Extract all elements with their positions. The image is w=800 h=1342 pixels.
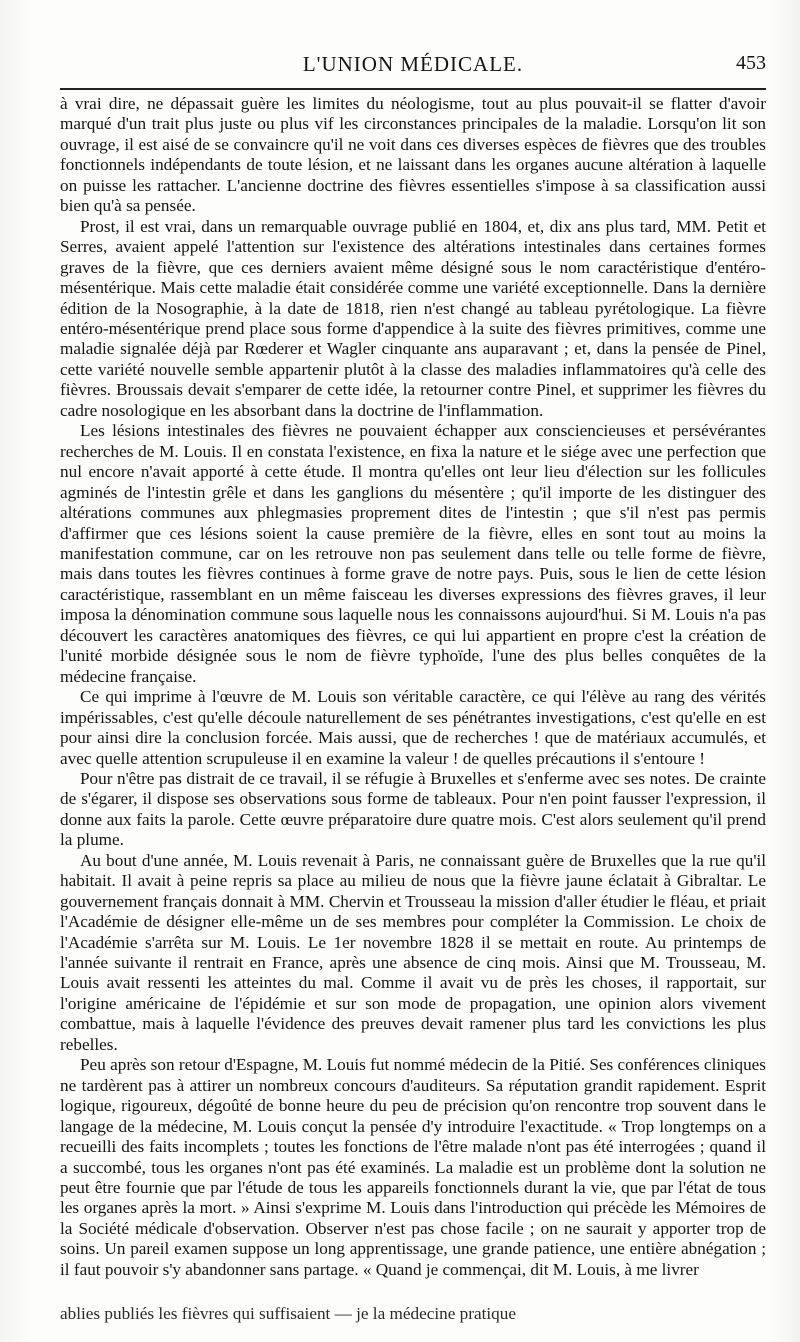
header-rule [60,88,766,90]
paragraph-4: Ce qui imprime à l'œuvre de M. Louis son véritable caractère, ce qui l'élève au rang des vérités impérissables, c'est qu'elle découle naturellement de ses pénétrantes investigations, c'est qu'elle en est pour ainsi dire la conclusion forcée. Mais aussi, que de recherches ! que de matériaux accumulés, et avec quelle attention scrupuleuse il en examine la valeur ! de quelles précautions il s'entoure ! [60,687,766,768]
paragraph-6: Au bout d'une année, M. Louis revenait à Paris, ne connaissant guère de Bruxelles que la rue qu'il habitait. Il avait à peine repris sa place au milieu de nous que la fièvre jaune éclatait à Gibraltar. Le gouvernement français donnait à MM. Chervin et Trousseau la mission d'aller étudier le fléau, et priait l'Académie de désigner elle-même un de ses membres pour compléter la Commission. Le choix de l'Académie s'arrêta sur M. Louis. Le 1er novembre 1828 il se mettait en route. Au printemps de l'année suivante il rentrait en France, après une absence de cinq mois. Ainsi que M. Trousseau, M. Louis avait ressenti les atteintes du mal. Comme il avait vu de près les choses, il rapportait, sur l'origine américaine de l'épidémie et sur son mode de propagation, une opinion alors vivement combattue, mais à laquelle l'évidence des preuves devait ramener plus tard les convictions les plus rebelles. [60,850,766,1054]
paragraph-1: à vrai dire, ne dépassait guère les limites du néologisme, tout au plus pouvait-il se flatter d'avoir marqué d'un trait plus juste ou plus vif les circonstances principales de la maladie. Lorsqu'on lit son ouvrage, il est aisé de se convaincre qu'il ne voit dans ces diverses espèces de fièvres que des troubles fonctionnels indépendants de toute lésion, et ne laissant dans les organes aucune altération à laquelle on puisse les rattacher. L'ancienne doctrine des fièvres essentielles s'impose à sa classification aussi bien qu'à sa pensée. [60,94,766,216]
body-text [60,94,766,1280]
cut-off-bottom-line: ablies publiés les fièvres qui suffisaient — je la médecine pratique [60,1304,516,1323]
running-title: L'UNION MÉDICALE. [302,52,524,76]
paragraph-3: Les lésions intestinales des fièvres ne pouvaient échapper aux consciencieuses et persévérantes recherches de M. Louis. Il en constata l'existence, en fixa la nature et le siége avec une perfection que nul encore n'avait apporté à cette étude. Il montra qu'elles ont leur lieu d'élection sur les follicules agminés de l'intestin grêle et dans les ganglions du mésentère ; qu'il importe de les distinguer des altérations communes aux phlegmasies proprement dites de l'intestin ; que s'il n'est pas permis d'affirmer que ces lésions soient la cause première de la fièvre, elles en sont tout au moins la manifestation commune, car on les retrouve non pas seulement dans telle ou telle forme de fièvre, mais dans toutes les fièvres continues à forme grave de notre pays. Puis, sous le lien de cette lésion caractéristique, rassemblant en un même faisceau les diverses expressions des fièvres graves, il leur imposa la dénomination commune sous laquelle nous les connaissons aujourd'hui. Si M. Louis n'a pas découvert les caractères anatomiques des fièvres, ce qui lui appartient en propre c'est la création de l'unité morbide désignée sous le nom de fièvre typhoïde, l'une des plus belles conquêtes de la médecine française. [60,421,766,686]
paragraph-7: Peu après son retour d'Espagne, M. Louis fut nommé médecin de la Pitié. Ses conférences cliniques ne tardèrent pas à attirer un nombreux concours d'auditeurs. Sa réputation grandit rapidement. Esprit logique, rigoureux, dégoûté de bonne heure du peu de précision qu'on rencontre trop souvent dans le langage de la médecine, M. Louis conçut la pensée d'y introduire l'exactitude. « Trop longtemps on a recueilli des faits incomplets ; toutes les fonctions de l'être malade n'ont pas été interrogées ; quand il a succombé, tous les organes n'ont pas été examinés. La maladie est un problème dont la solution ne peut être fournie que par l'étude de tous les appareils fonctionnels durant la vie, que par l'état de tous les organes après la mort. » Ainsi s'exprime M. Louis dans l'introduction qui précède les Mémoires de la Société médicale d'observation. Observer n'est pas chose facile ; on ne saurait y apporter trop de soins. Un pareil examen suppose un long apprentissage, une grande patience, une entière abnégation ; il faut pouvoir s'y abandonner sans partage. « Quand je commençai, dit M. Louis, à me livrer [60,1055,766,1279]
paragraph-5: Pour n'être pas distrait de ce travail, il se réfugie à Bruxelles et s'enferme avec ses notes. De crainte de s'égarer, il dispose ses observations sous forme de tableaux. Pour n'en point fausser l'expression, il donne aux faits la parole. Cette œuvre préparatoire dure quatre mois. C'est alors seulement qu'il prend la plume. [60,768,766,850]
paragraph-2: Prost, il est vrai, dans un remarquable ouvrage publié en 1804, et, dix ans plus tard, MM. Petit et Serres, avaient appelé l'attention sur l'existence des altérations intestinales dans certaines formes graves de la fièvre, que ces derniers avaient même désigné sous le nom caractéristique d'entéro-mésentérique. Mais cette maladie était considérée comme une variété exceptionnelle. Dans la dernière édition de la Nosographie, à la date de 1818, rien n'est changé au tableau pyrétologique. La fièvre entéro-mésentérique prend place sous forme d'appendice à la suite des fièvres primitives, comme une maladie signalée déjà par Rœderer et Wagler cinquante ans auparavant ; et, dans la pensée de Pinel, cette variété nouvelle semble appartenir plutôt à la classe des maladies inflammatoires qu'à celle des fièvres. Broussais devait s'emparer de cette idée, la retourner contre Pinel, et supprimer les fièvres du cadre nosologique en les absorbant dans la doctrine de l'inflammation. [60,216,766,420]
page-header [60,50,766,84]
page-number: 453 [736,52,766,74]
